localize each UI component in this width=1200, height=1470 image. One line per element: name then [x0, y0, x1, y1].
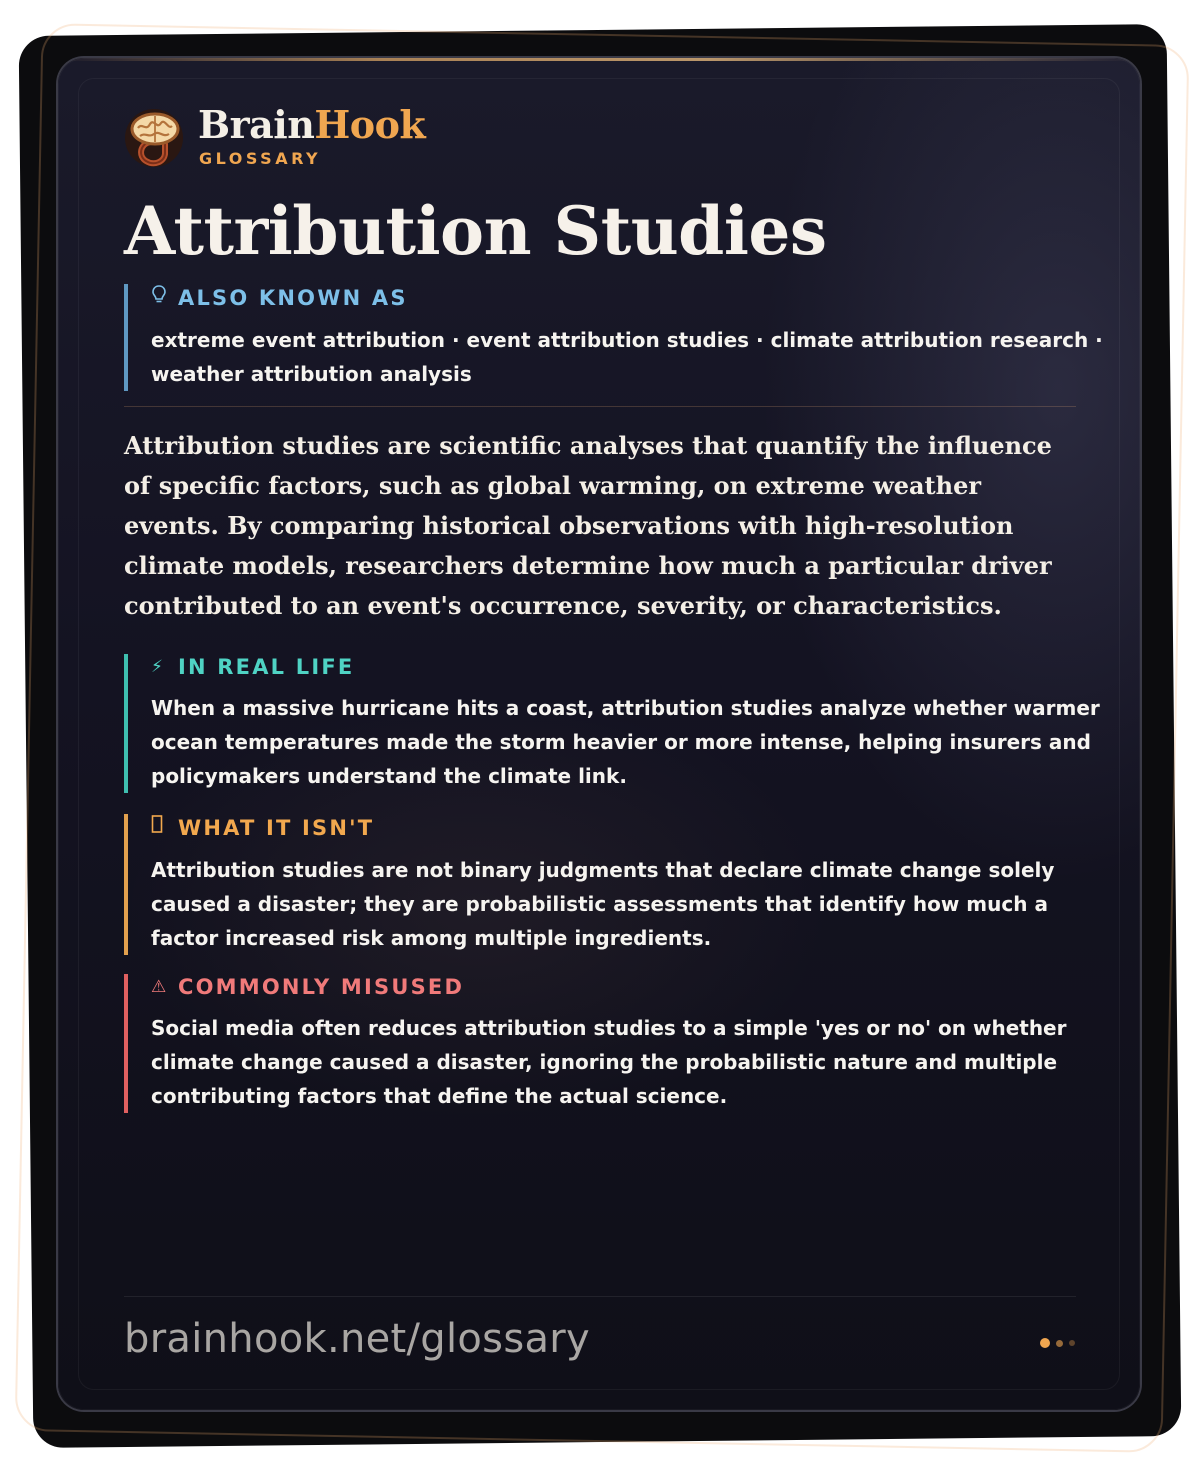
also-known-as-heading-row: [151, 284, 1103, 312]
brand-subtitle: GLOSSARY: [199, 149, 322, 168]
dot-indicator: [1069, 1340, 1075, 1346]
commonly-misused-heading-row: [151, 974, 1103, 1000]
brand-name-accent: Hook: [314, 102, 426, 147]
also-known-as-heading: ALSO KNOWN AS: [178, 286, 408, 310]
commonly-misused-heading: COMMONLY MISUSED: [178, 975, 465, 999]
glossary-card: [58, 58, 1140, 1410]
brand-name: [198, 102, 425, 147]
lightning-icon: ⚡: [151, 657, 166, 677]
footer-divider: [124, 1296, 1076, 1297]
brand-name-primary: Brain: [198, 102, 315, 147]
what-it-isnt-heading: WHAT IT ISN'T: [178, 816, 375, 840]
dot-indicator-active: [1040, 1338, 1050, 1348]
definition-text: Attribution studies are scientific analyses that quantify the influence of specific factors, such as global warming, on extreme weather events. By comparing historical observations with high-resolution climate models, researchers determine how much a particular driver contributed to an event's occurrence, severity, or characteristics.: [124, 431, 1052, 620]
warning-icon: ⚠: [151, 977, 169, 997]
in-real-life-heading: IN REAL LIFE: [178, 655, 355, 679]
missing-glyph-icon: [151, 814, 173, 842]
glossary-term-title: Attribution Studies: [124, 192, 827, 270]
in-real-life-heading-row: [151, 654, 1103, 680]
what-it-isnt-section: [124, 814, 1103, 955]
dot-indicator: [1056, 1340, 1063, 1347]
pagination-dots: [1040, 1338, 1081, 1348]
commonly-misused-section: [124, 974, 1103, 1113]
what-it-isnt-heading-row: [151, 814, 1103, 842]
what-it-isnt-text: Attribution studies are not binary judgments that declare climate change solely caused a disaster; they are probabilistic assessments that identify how much a factor increased risk among multiple ingredients.: [151, 858, 1055, 950]
lightbulb-icon: [151, 284, 173, 312]
in-real-life-section: [124, 654, 1103, 793]
footer-url: brainhook.net/glossary: [124, 1316, 590, 1362]
brain-hook-logo-icon: [124, 108, 184, 168]
also-known-as-text: extreme event attribution · event attribution studies · climate attribution research · weather attribution analysis: [151, 328, 1103, 386]
also-known-as-section: [124, 284, 1103, 391]
section-divider: [124, 406, 1076, 407]
in-real-life-text: When a massive hurricane hits a coast, attribution studies analyze whether warmer ocean temperatures made the storm heavier or more intense, helping insurers and policymakers understand the climate link.: [151, 696, 1100, 788]
commonly-misused-text: Social media often reduces attribution studies to a simple 'yes or no' on whether climate change caused a disaster, ignoring the probabilistic nature and multiple contributing factors that define the actual science.: [151, 1016, 1067, 1108]
